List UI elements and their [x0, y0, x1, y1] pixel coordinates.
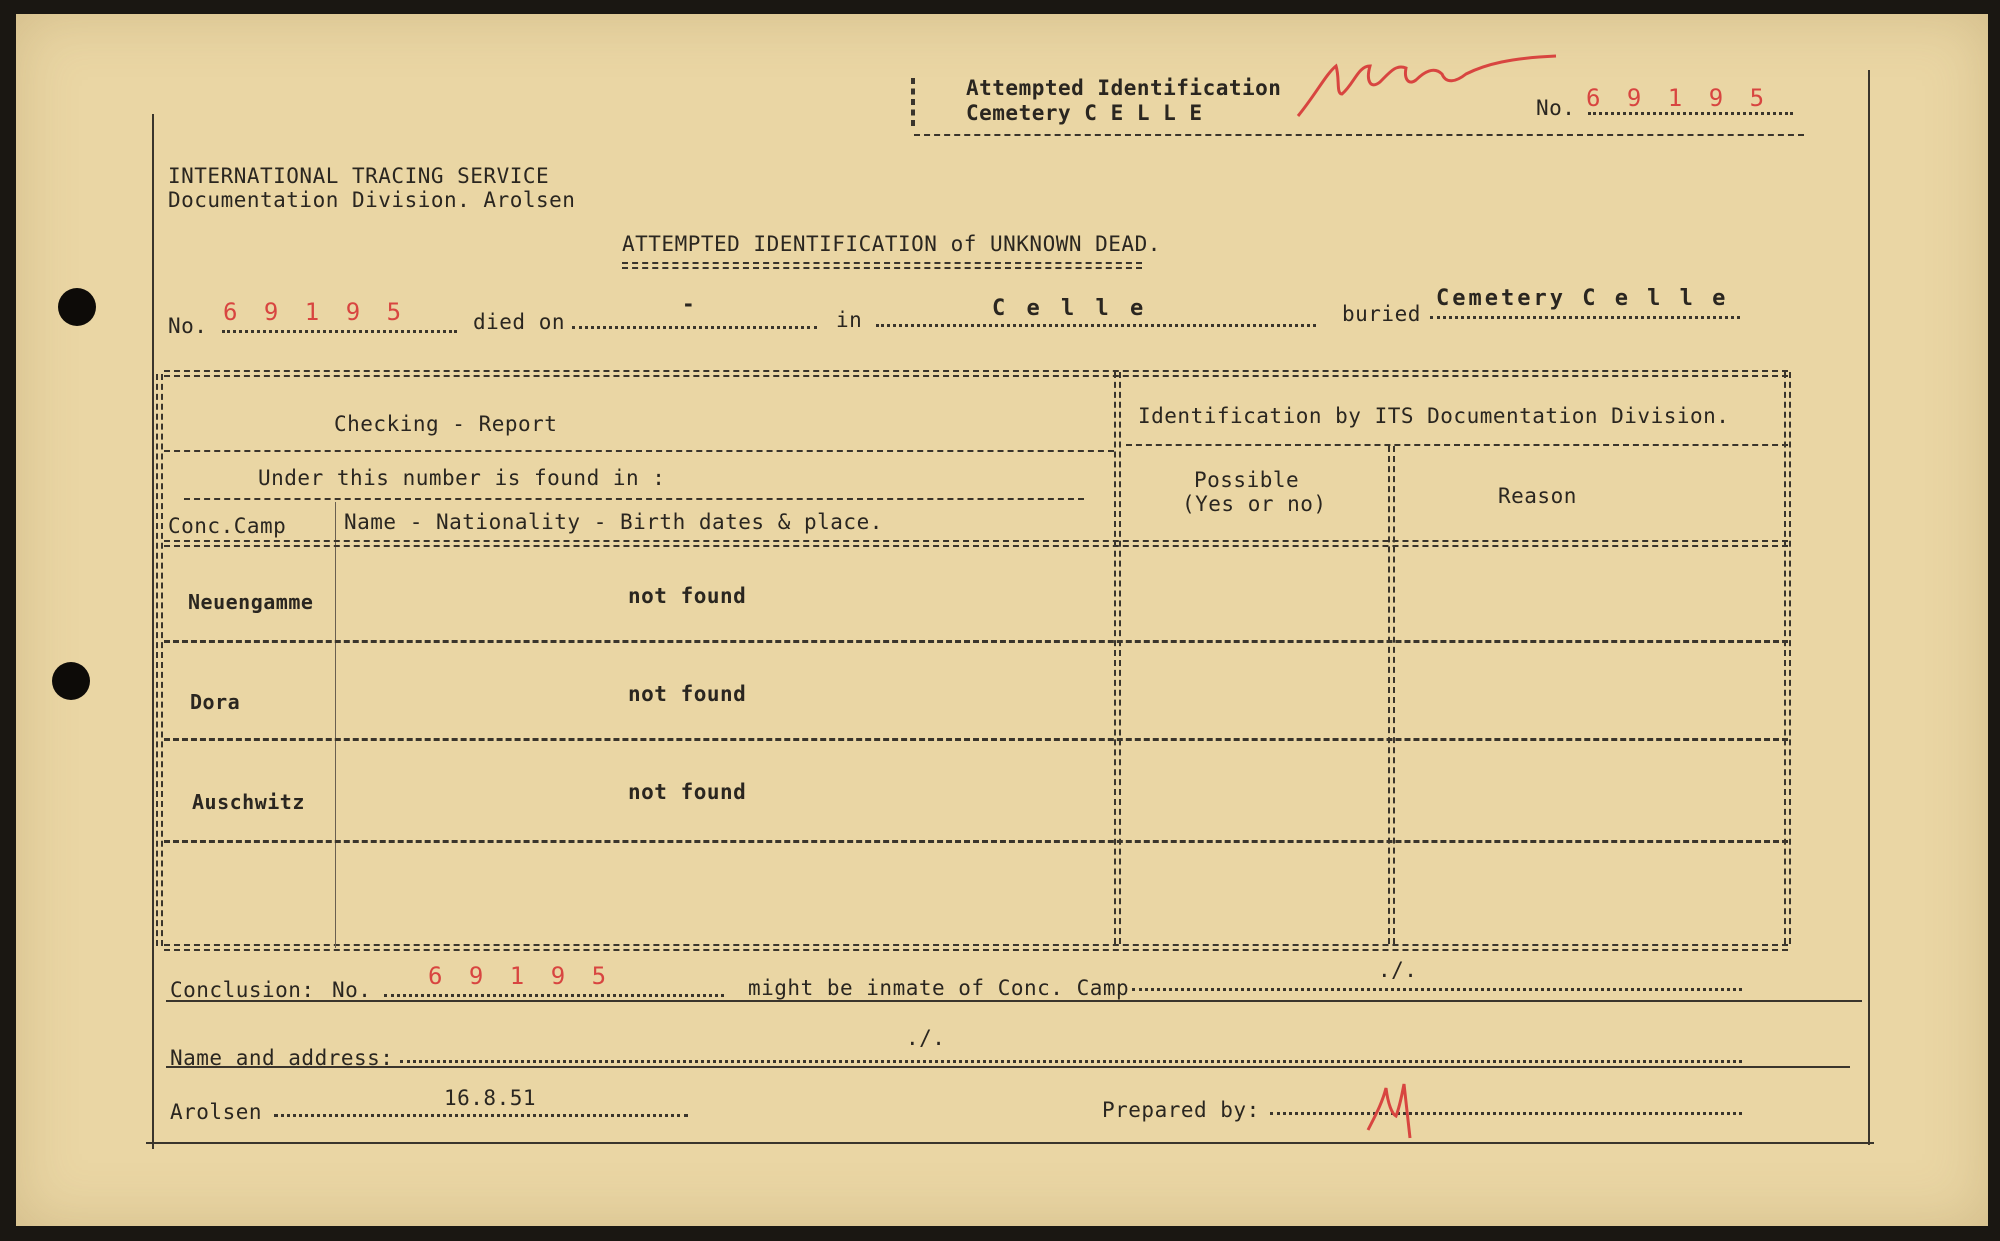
- died-value: -: [682, 292, 696, 316]
- table-row-result: not found: [628, 682, 747, 706]
- header-box-left-edge: [911, 78, 915, 126]
- checking-header-divider: [164, 450, 1114, 452]
- table-bottom-border: [164, 944, 1788, 951]
- conclusion-no-label: No.: [332, 978, 372, 1002]
- possible-yes-no-label: (Yes or no): [1182, 492, 1327, 516]
- header-box-bottom: [914, 134, 1804, 136]
- column-name-nationality: Name - Nationality - Birth dates & place.: [344, 510, 883, 534]
- date-dots: [274, 1114, 688, 1117]
- in-dots: [876, 324, 1316, 327]
- document-title: ATTEMPTED IDENTIFICATION of UNKNOWN DEAD.: [622, 232, 1161, 256]
- punch-hole: [58, 288, 96, 326]
- name-address-rule: [166, 1066, 1850, 1068]
- prepared-by-label: Prepared by:: [1102, 1098, 1260, 1122]
- buried-label: buried: [1342, 302, 1421, 326]
- table-row-camp: Auschwitz: [192, 790, 305, 814]
- column-conc-camp: Conc.Camp: [168, 514, 287, 538]
- under-number-divider: [184, 498, 1084, 500]
- conclusion-camp-dots: [1132, 988, 1742, 991]
- table-row-camp: Dora: [190, 690, 241, 714]
- row-divider: [164, 840, 1788, 843]
- table-camp-divider: [335, 502, 336, 948]
- in-value: C e l l e: [992, 296, 1148, 321]
- table-reason-divider: [1388, 446, 1395, 944]
- record-no-value: 6 9 1 9 5: [223, 298, 408, 326]
- table-row-camp: Neuengamme: [188, 590, 314, 614]
- bottom-border: [146, 1142, 1874, 1144]
- table-row-result: not found: [628, 584, 747, 608]
- handwritten-initial-icon: [1364, 1074, 1424, 1144]
- place-label: Arolsen: [170, 1100, 263, 1124]
- record-no-dots: [222, 330, 457, 333]
- table-center-divider: [1114, 372, 1121, 944]
- title-underline: [622, 262, 1142, 269]
- conclusion-label: Conclusion:: [170, 978, 315, 1002]
- name-address-dots: [400, 1060, 1742, 1063]
- name-address-value: ./.: [906, 1026, 946, 1050]
- table-right-border: [1784, 372, 1791, 944]
- checking-report-header: Checking - Report: [334, 412, 558, 436]
- buried-value: Cemetery C e l l e: [1436, 286, 1729, 311]
- conclusion-no-value: 6 9 1 9 5: [428, 962, 613, 990]
- header-no-label: No.: [1536, 96, 1576, 120]
- row-divider: [164, 640, 1788, 643]
- column-header-divider: [164, 540, 1788, 547]
- conclusion-camp-value: ./.: [1378, 958, 1418, 982]
- header-cemetery: Cemetery C E L L E: [966, 101, 1203, 125]
- inmate-label: might be inmate of Conc. Camp: [748, 976, 1130, 1000]
- table-top-border: [164, 370, 1788, 377]
- died-dots: [572, 326, 817, 329]
- identification-header-divider: [1126, 444, 1788, 446]
- name-address-label: Name and address:: [170, 1046, 394, 1070]
- org-division: Documentation Division. Arolsen: [168, 188, 576, 212]
- died-label: died on: [473, 310, 566, 334]
- table-left-border: [156, 374, 163, 946]
- org-name: INTERNATIONAL TRACING SERVICE: [168, 164, 550, 188]
- row-divider: [164, 738, 1788, 741]
- right-border: [1868, 70, 1870, 1145]
- index-card: [16, 14, 1988, 1226]
- conclusion-no-dots: [384, 994, 724, 997]
- header-no-value: 6 9 1 9 5: [1586, 84, 1771, 112]
- record-no-label: No.: [168, 314, 208, 338]
- header-no-dots: [1588, 112, 1793, 115]
- left-border: [152, 114, 154, 1149]
- identification-header: Identification by ITS Documentation Division.: [1138, 404, 1730, 428]
- in-label: in: [836, 308, 863, 332]
- conclusion-rule: [166, 1000, 1862, 1002]
- table-row-result: not found: [628, 780, 747, 804]
- header-title: Attempted Identification: [966, 76, 1282, 100]
- possible-label: Possible: [1194, 468, 1300, 492]
- reason-label: Reason: [1498, 484, 1577, 508]
- prepared-by-dots: [1270, 1112, 1742, 1115]
- date-value: 16.8.51: [444, 1086, 537, 1110]
- under-number-label: Under this number is found in :: [258, 466, 666, 490]
- buried-dots: [1430, 316, 1740, 319]
- punch-hole: [52, 662, 90, 700]
